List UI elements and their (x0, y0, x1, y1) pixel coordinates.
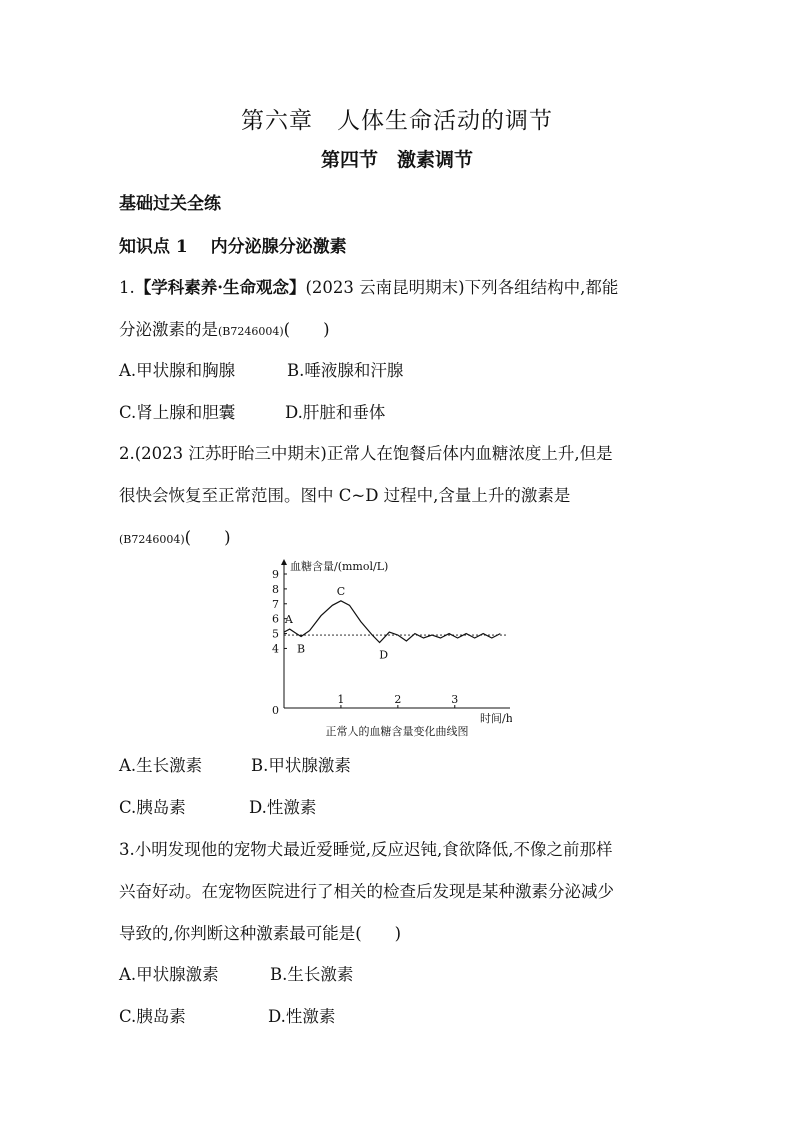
y-tick-label: 9 (272, 568, 279, 581)
question-2-option-d[interactable]: D.性激素 (249, 798, 317, 817)
question-3-line-2: 兴奋好动。在宠物医院进行了相关的检查后发现是某种激素分泌减少 (119, 882, 614, 901)
blood-glucose-chart-svg (262, 552, 512, 742)
y-axis-label: 血糖含量/(mmol/L) (290, 560, 389, 573)
question-2-line-2: 很快会恢复至正常范围。图中 C~D 过程中,含量上升的激素是 (119, 486, 571, 505)
question-1-stem: 分泌激素的是 (119, 320, 218, 339)
question-3-line-1: 3.小明发现他的宠物犬最近爱睡觉,反应迟钝,食欲降低,不像之前那样 (119, 840, 613, 859)
question-3-option-d[interactable]: D.性激素 (268, 1007, 336, 1026)
question-1-option-b[interactable]: B.唾液腺和汗腺 (287, 361, 404, 380)
section-title: 第四节 激素调节 (320, 149, 473, 171)
x-axis-label: 时间/h (480, 712, 512, 725)
question-1-blank: ( ) (283, 320, 330, 339)
question-1-option-c[interactable]: C.肾上腺和胆囊 (119, 403, 236, 422)
section-label: 基础过关全练 (119, 194, 221, 214)
point-label-d: D (379, 648, 389, 662)
point-label-b: B (297, 642, 306, 656)
question-1-line-1 (119, 274, 618, 298)
question-3-option-c[interactable]: C.胰岛素 (119, 1007, 186, 1026)
point-label-c: C (336, 584, 346, 598)
question-2-line-3 (119, 524, 231, 548)
question-1-code: (B7246004) (218, 325, 284, 338)
question-1-line-2 (119, 316, 330, 340)
question-2-code: (B7246004) (119, 533, 185, 546)
chapter-title: 第六章 人体生命活动的调节 (241, 108, 553, 134)
question-3-option-a[interactable]: A.甲状腺激素 (119, 965, 219, 984)
y-tick-label: 6 (272, 612, 279, 626)
question-2-option-a[interactable]: A.生长激素 (119, 756, 203, 775)
question-1-option-d[interactable]: D.肝脏和垂体 (285, 403, 386, 422)
x-tick-label: 1 (337, 693, 345, 706)
origin-label: 0 (272, 704, 279, 717)
y-tick-label: 8 (272, 582, 279, 596)
x-tick-label: 2 (394, 693, 402, 706)
question-3-line-3: 导致的,你判断这种激素最可能是( ) (119, 924, 402, 943)
chart-title: 正常人的血糖含量变化曲线图 (325, 725, 469, 738)
question-2-option-b[interactable]: B.甲状腺激素 (251, 756, 351, 775)
question-1-number: 1. (119, 278, 135, 297)
question-1-tag: 【学科素养·生命观念】 (134, 278, 306, 297)
glucose-curve (284, 601, 500, 643)
y-tick-label: 4 (272, 642, 279, 656)
question-1-source: (2023 云南昆明期末)下列各组结构中,都能 (305, 278, 619, 297)
question-2-option-c[interactable]: C.胰岛素 (119, 798, 186, 817)
knowledge-point-heading: 知识点 1 内分泌腺分泌激素 (119, 237, 347, 257)
y-tick-label: 7 (272, 597, 279, 611)
question-2-blank: ( ) (184, 528, 231, 547)
question-1-option-a[interactable]: A.甲状腺和胸腺 (119, 361, 236, 380)
point-label-a: A (284, 613, 293, 627)
question-2-line-1: 2.(2023 江苏盱眙三中期末)正常人在饱餐后体内血糖浓度上升,但是 (119, 444, 613, 463)
y-tick-label: 5 (272, 627, 279, 641)
x-tick-label: 3 (451, 693, 459, 706)
question-3-option-b[interactable]: B.生长激素 (270, 965, 354, 984)
blood-glucose-chart (262, 552, 512, 742)
